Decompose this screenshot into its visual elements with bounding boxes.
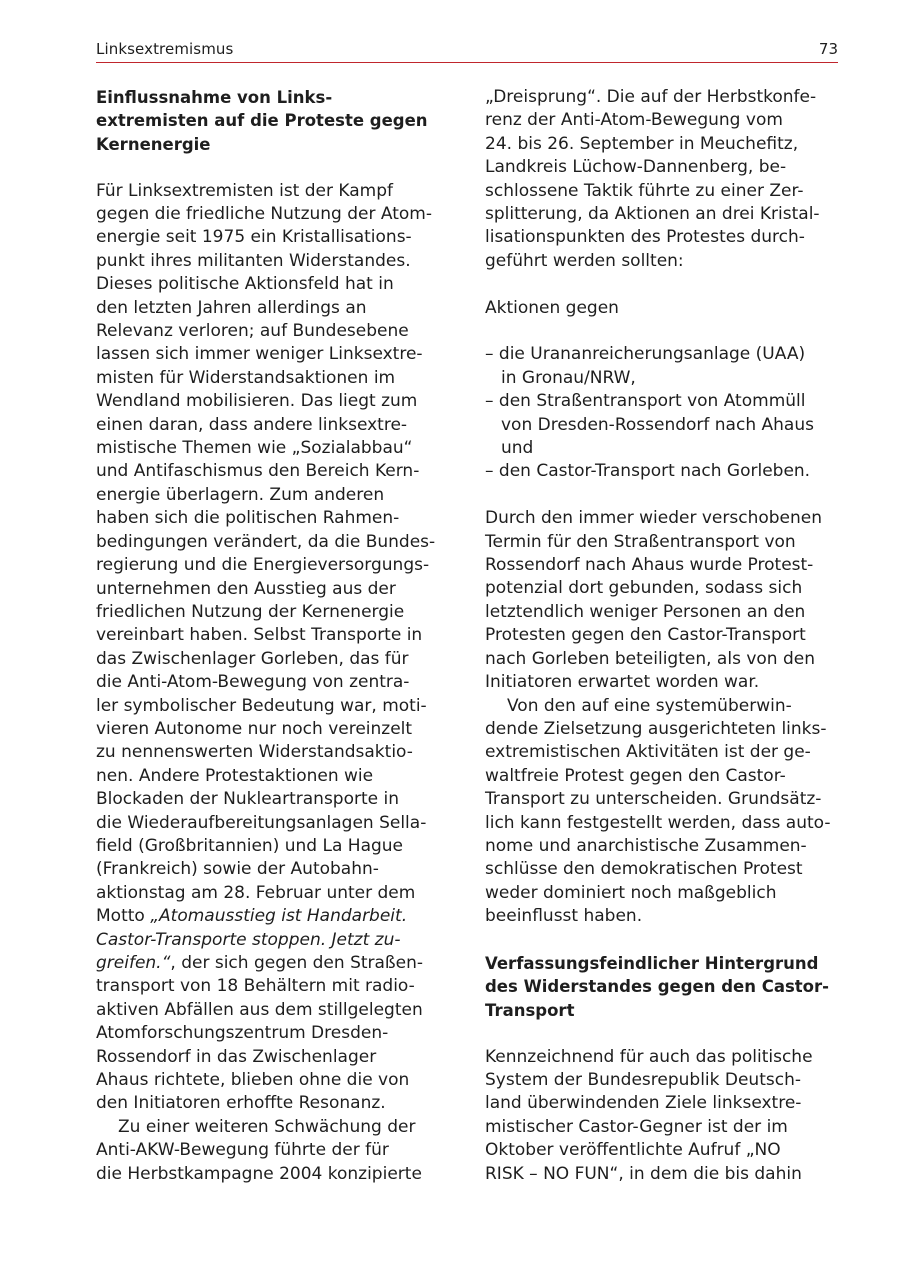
motto-quote: „Atomausstieg ist Handarbeit. Castor-Transporte stoppen. Jetzt zu- greifen.“	[96, 906, 408, 974]
page-number: 73	[818, 40, 838, 58]
list-item: – den Straßentransport von Atommüll von Dresden-Rossendorf nach Ahaus und	[485, 391, 814, 459]
paragraph-kennzeichnend: Kennzeichnend für auch das politische System der Bundesrepublik Deutsch- land überwindenden Ziele linksextre- mistischer Castor-Gegner ist der im Oktober veröffentlichte Aufruf „NO RISK – NO FUN“, in dem die bis dahin	[485, 1046, 813, 1184]
paragraph-kampf-text: Für Linksextremisten ist der Kampf gegen die friedliche Nutzung der Atom- energie seit 1975 ein Kristallisations- punkt ihres militanten Widerstandes. Dieses politische Aktionsfeld hat in den letzten Jahren allerdings an Relevanz verloren; auf Bundesebene lassen sich immer weniger Linksextre- misten für Widerstandsaktionen im Wendland mobilisieren. Das liegt zum einen daran, dass andere linksextre- mistische Themen wie „Sozialabbau“ und Antifaschismus den Bereich Kern- energie überlagern. Zum anderen haben sich die politischen Rahmen- bedingungen verändert, da die Bundes- regierung und die Energieversorgungs- unternehmen den Ausstieg aus der friedlichen Nutzung der Kernenergie vereinbart haben. Selbst Transporte in das Zwischenlager Gorleben, das für die Anti-Atom-Bewegung von zentra- ler symbolischer Bedeutung war, moti- vieren Autonome nur noch vereinzelt zu nennenswerten Widerstandsaktio- nen. Andere Protestaktionen wie Blockaden der Nukleartransporte in die Wiederaufbereitungsanlagen Sella- field (Großbritannien) und La Hague (Frankreich) sowie der Autobahn- aktionstag am 28. Februar unter dem Motto	[96, 180, 436, 927]
right-column	[485, 86, 841, 1186]
section-heading-verfassungsfeindlich: Verfassungsfeindlicher Hintergrund des Widerstandes gegen den Castor- Transport	[485, 953, 829, 1020]
running-header	[96, 38, 838, 63]
paragraph-systemueberwindend: Von den auf eine systemüberwin- dende Zielsetzung ausgerichteten links- extremistischen Aktivitäten ist der ge- waltfreie Protest gegen den Castor- Transport zu unterscheiden. Grundsätz- lich kann festgestellt werden, dass auto- nome und anarchistische Zusammen- schlüsse den demokratischen Protest weder dominiert noch maßgeblich beeinflusst haben.	[485, 695, 831, 927]
left-column	[96, 86, 452, 1186]
list-item: – den Castor-Transport nach Gorleben.	[485, 461, 811, 482]
list-item: – die Urananreicherungsanlage (UAA) in Gronau/NRW,	[485, 344, 806, 388]
paragraph-kampf	[96, 180, 452, 1116]
paragraph-weitere-schwaechung: Zu einer weiteren Schwächung der Anti-AKW-Bewegung führte der für die Herbstkampagne 2004 konzipierte	[96, 1116, 422, 1184]
section-heading-influence: Einflussnahme von Links- extremisten auf die Proteste gegen Kernenergie	[96, 88, 428, 154]
paragraph-dreisprung: „Dreisprung“. Die auf der Herbstkonfe- renz der Anti-Atom-Bewegung vom 24. bis 26. September in Meuchefitz, Landkreis Lüchow-Dannenberg, be- schlossene Taktik führte zu einer Zer- splitterung, da Aktionen an drei Kristal- lisationspunkten des Protestes durch- geführt werden sollten:	[485, 87, 820, 271]
paragraph-kampf-rest: , der sich gegen den Straßen- transport von 18 Behältern mit radio- aktiven Abfällen aus dem stillgelegten Atomforschungszentrum Dresden- Rossendorf in das Zwischenlager Ahaus richtete, blieben ohne die von den Initiatoren erhoffte Resonanz.	[96, 953, 424, 1114]
running-title: Linksextremismus	[96, 40, 234, 58]
actions-intro: Aktionen gegen	[485, 297, 619, 318]
paragraph-termin: Durch den immer wieder verschobenen Termin für den Straßentransport von Rossendorf nach Ahaus wurde Protest- potenzial dort gebunden, sodass sich letztendlich weniger Personen an den Protesten gegen den Castor-Transport nach Gorleben beteiligten, als von den Initiatoren erwartet worden war.	[485, 508, 823, 693]
